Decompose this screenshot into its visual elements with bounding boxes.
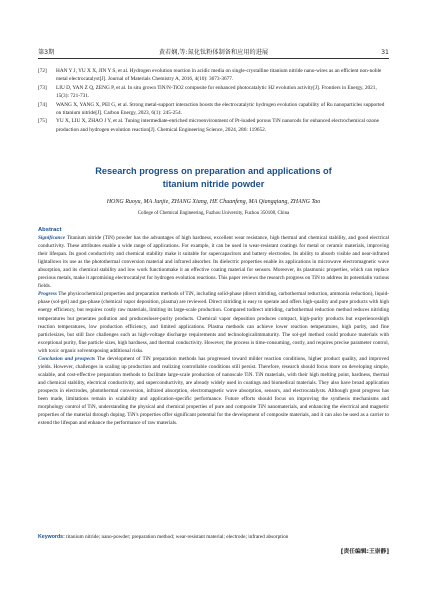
reference-text: HAN Y J, YU X X, JIN Y S, et al. Hydrogen evolution reaction in acidic media on single-crystalline titanium nitride nano-wires as an efficient non-noble metal electrocatalyst[J]. Journal of Materials Chemistry A, 2016, 4(10): 3673-3677. <box>56 68 382 83</box>
running-title: 黄若娴,等:氮化钛粉体制备和应用的进展 <box>158 49 269 56</box>
page-number: 31 <box>381 49 389 56</box>
reference-text: YU X, LIU X, ZHAO J Y, et al. Tuning intermediate-enriched microenvironment of Pt-loaded porous TiN nanorods for enhanced electrochemical ozone production and hydrogen evolution reaction[J]. Chemical Engineering Science, 2024, 286: 119652. <box>56 118 380 133</box>
responsible-editor: [责任编辑:王崇静] <box>340 549 389 555</box>
conclusion-text: The development of TiN preparation methods has progressed toward milder reaction conditions, higher product quality, and improved yields. However, challenges in scaling up production and realizing controllable conditions still persist. Therefore, research should focus more on developing simple, scalable, and cost-effective preparation methods to facilitate large-scale production of nanoscale TiN. TiN materials, with their high melting point, hardness, thermal and chemical stability, electrical conductivity, and superconductivity, are already widely used in coatings and biomedical materials. They also have broad application prospects in electrodes, photothermal conversion, infrared absorption, electromagnetic wave absorption, sensors, and electrocatalysts. Although great progress has been made, limitations remain in scalability and application-specific performance. Future efforts should focus on improving the synthesis mechanisms and morphology control of TiN, understanding the physical and chemical properties of pure and composite TiN nanomaterials, and enhancing the electrical and magnetic properties of the material through doping. TiN's properties offer significant potential for the development of composite materials, and it can also be used as a carrier to extend the lifespan and enhance the performance of raw materials. <box>38 355 389 427</box>
reference-item <box>38 117 389 134</box>
keywords-label: Keywords: <box>38 534 65 540</box>
author-list: HONG Ruoyu, MA Junjie, ZHANG Xiang, HE Chuanfeng, MA Qiangqiang, ZHANG Tao <box>106 199 321 205</box>
conclusion-paragraph <box>38 355 389 427</box>
affiliation: College of Chemical Engineering, Fuzhou University, Fuzhou 350108, China <box>137 211 290 216</box>
reference-number: [73] <box>38 84 47 91</box>
reference-number: [72] <box>38 68 47 74</box>
progress-text: The physicochemical properties and preparation methods of TiN, including solid-phase (direct nitriding, carbothermal reduction, ammonia reduction), liquid-phase (sol-gel) and gas-phase (chemical vapor deposition, plasma) are reviewed. Direct nitriding is easy to operate and offers high-quality and pure products with high energy efficiency, but requires costly raw materials, limiting its large-scale production. Compared todirect nitriding, carbothermal reduction method reduces nitriding temperatures but generates pollution and producesloser-purity products. Chemical vapor deposition produces compact, high-purity products but experienceshigh reaction temperatures, low production efficiency, and limited applications. Plasma methods can achieve lower reaction temperatures, high purity, and fine particlesizes, but still face challenges such as high-voltage discharge requirements and technologicalimmaturity. The sol-gel method could produce materials with exceptional purity, fine particle sizes, high hardness, and thermal conductivity. However, the process is time-consuming, costly, and requires precise parameter control, with toxic organic solventsposing additional risks. <box>38 291 389 354</box>
significance-text: Titanium nitride (TiN) powder has the advantages of high hardness, excellent wear resistance, high thermal and chemical stability, and good electrical conductivity. These attributes enable a wide range of applications. For example, it can be used in wear-resistant coatings for metal or ceramic materials, improving their lifespan. Its good conductivity and chemical stability make it suitable for supercapacitors and battery electrodes. Its ability to absorb visible and near-infrared lightallows its use as the photothermal conversion material and infrared absorber. Its dielectric properties enable its applications in microwave electromagnetic wave absorption, and its chemical stability and low work functionmake it an effective coating material for sensors. Moreover, its plasmonic properties, which can replace precious metals, make it apromising electrocatalyst for hydrogen evolution reactions. This paper reviews the research progress on TiN to address its potentialin various fields. <box>38 235 389 290</box>
abstract-section <box>38 226 389 427</box>
article-title <box>38 165 389 190</box>
progress-label: Progress <box>38 291 57 298</box>
reference-text: WANG X, YANG X, PEI G, et al. Strong metal-support interaction boosts the electrocatalytic hydrogen evolution capability of Ru nanoparticles supported on titanium nitride[J]. Carbon Energy, 2023, 6(1): 245-254. <box>56 101 385 117</box>
keywords-text: titanium nitride; nano-powder; preparation method; wear-resistant material; electrode; infrared absorption <box>64 534 289 540</box>
reference-text: LIU D, YAN Z Q, ZENG P, et al. In situ grown TiN/N-TiO2 composite for enhanced photocatalytic H2 evolution activity[J]. Frontiers in Energy, 2021, 15(3): 721-731. <box>56 84 377 100</box>
abstract-heading: Abstract <box>38 227 62 233</box>
conclusion-label: Conclusion and prospects <box>38 355 96 362</box>
running-header <box>38 44 389 59</box>
reference-list <box>38 67 389 134</box>
reference-number: [74] <box>38 101 47 108</box>
reference-number: [75] <box>38 118 47 125</box>
article-title-line: titanium nitride powder <box>162 178 265 189</box>
reference-item <box>38 101 389 118</box>
article-title-line: Research progress on preparation and applications of <box>95 166 332 176</box>
reference-item <box>38 67 389 84</box>
keywords <box>38 533 389 541</box>
significance-paragraph <box>38 234 389 290</box>
reference-item <box>38 84 389 101</box>
significance-label: Significance <box>38 235 66 242</box>
progress-paragraph <box>38 290 389 354</box>
issue-number: 第3期 <box>38 49 55 56</box>
